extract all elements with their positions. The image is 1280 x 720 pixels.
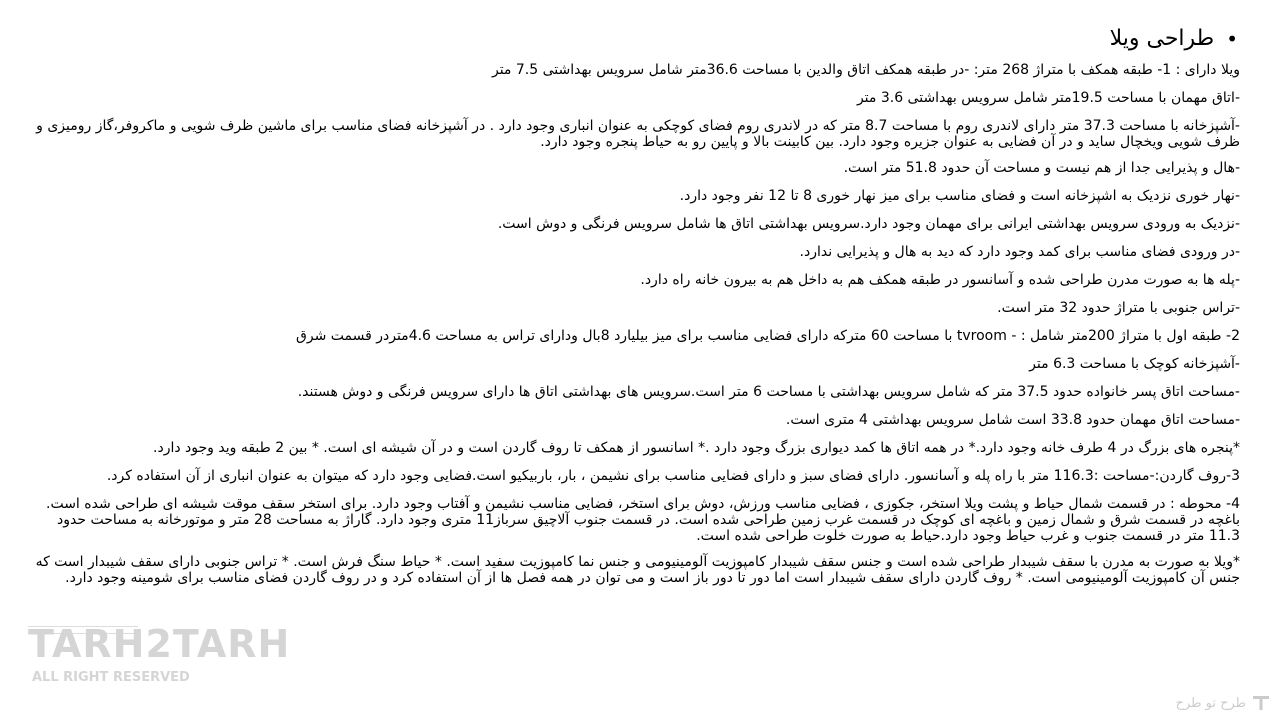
paragraph-small-kitchen: -آشپزخانه کوچک با مساحت 6.3 متر <box>1029 356 1240 372</box>
paragraph-entrance: -در ورودی فضای مناسب برای کمد وجود دارد که دید به هال و پذیرایی ندارد. <box>799 244 1240 260</box>
paragraph-windows: *پنجره های بزرگ در 4 طرف خانه وجود دارد.* در همه اتاق ها کمد دیواری بزرگ وجود دارد .* اسانسور از همکف تا روف گاردن است و در آن شیشه ای است. * بین 2 طبقه وید وجود دارد. <box>153 440 1240 456</box>
watermark-logo <box>28 622 291 692</box>
watermark-brand-text: طرح تو طرح <box>1175 695 1246 711</box>
paragraph-yard: 4- محوطه : در قسمت شمال حیاط و پشت ویلا استخر، جکوزی ، فضایی مناسب ورزش، دوش برای استخر، فضایی مناسب نشیمن و آفتاب وجود دارد. برای استخر سقف موقت شیشه ای طراحی شده است. باغچه در قسمت شرق و شمال زمین و باغچه ای کوچک در قسمت غرب زمین طراحی شده است. در قسمت جنوب آلاچیق سرباز11 متری وجود دارد. گاراژ به مساحت 28 متر و موتورخانه به مساحت حدود 11.3 متر در قسمت جنوب و غرب حیاط وجود دارد.حیاط به صورت خلوت طراحی شده است. <box>46 496 1240 544</box>
paragraph-stairs: -پله ها به صورت مدرن طراحی شده و آسانسور در طبقه همکف هم به داخل هم به بیرون خانه راه دارد. <box>640 272 1240 288</box>
paragraph-ground-floor: ویلا دارای : 1- طبقه همکف با متراژ 268 متر: -در طبقه همکف اتاق والدین با مساحت 36.6متر شامل سرویس بهداشتی 7.5 متر <box>491 62 1240 78</box>
paragraph-son-room: -مساحت اتاق پسر خانواده حدود 37.5 متر که شامل سرویس بهداشتی با مساحت 6 متر است.سرویس های بهداشتی اتاق ها دارای سرویس فرنگی و دوش هستند. <box>297 384 1240 400</box>
paragraph-kitchen: -آشپزخانه با مساحت 37.3 متر دارای لاندری روم با مساحت 8.7 متر که در لاندری روم فضای کوچکی به عنوان انباری وجود دارد . در آشپزخانه فضای مناسب برای ماشین ظرف شویی و ماکروفر،گاز رومیزی و ظرف شویی ویخچال ساید و در آن فضایی به عنوان جزیره وجود دارد. بین کابینت بالا و پایین رو به حیاط پنجره وجود دارد. <box>36 118 1240 150</box>
paragraph-dining: -نهار خوری نزدیک به اشپزخانه است و فضای مناسب برای میز نهار خوری 8 تا 12 نفر وجود دارد. <box>679 188 1240 204</box>
slide-title-row <box>1110 26 1238 51</box>
paragraph-roof-garden: 3-روف گاردن:-مساحت :116.3 متر با راه پله و آسانسور. دارای فضای سبز و دارای فضایی مناسب برای نشیمن ، بار، باربیکیو است.فضایی وجود دارد که میتوان به عنوان انباری از آن استفاده کرد. <box>106 468 1240 484</box>
watermark-brand <box>1176 694 1270 712</box>
paragraph-first-floor: 2- طبقه اول با متراژ 200متر شامل : - tvroom با مساحت 60 مترکه دارای فضایی مناسب برای میز بیلیارد 8بال ودارای تراس به مساحت 4.6متردر قسمت شرق <box>296 328 1240 344</box>
paragraph-bathroom: -نزدیک به ورودی سرویس بهداشتی ایرانی برای مهمان وجود دارد.سرویس بهداشتی اتاق ها شامل سرویس فرنگی و دوش است. <box>497 216 1240 232</box>
title-bullet: • <box>1226 26 1238 51</box>
slide-title: طراحی ویلا <box>1109 26 1215 51</box>
watermark-logo-text: TARH2TARH <box>28 622 291 666</box>
paragraph-south-terrace: -تراس جنوبی با متراژ حدود 32 متر است. <box>997 300 1240 316</box>
watermark-sub-text: ALL RIGHT RESERVED <box>32 670 190 685</box>
paragraph-guest-room-upper: -مساحت اتاق مهمان حدود 33.8 است شامل سرویس بهداشتی 4 متری است. <box>785 412 1240 428</box>
paragraph-guest-room: -اتاق مهمان با مساحت 19.5متر شامل سرویس بهداشتی 3.6 متر <box>856 90 1240 106</box>
paragraph-hall: -هال و پذیرایی جدا از هم نیست و مساحت آن حدود 51.8 متر است. <box>843 160 1240 176</box>
brand-t-icon <box>1252 694 1270 712</box>
slide-body <box>35 62 1240 596</box>
paragraph-roof-material: *ویلا به صورت به مدرن با سقف شیبدار طراحی شده است و جنس سقف شیبدار کامپوزیت آلومینیومی و جنس نما کامپوزیت سفید است. * حیاط سنگ فرش است. * تراس جنوبی دارای سقف شیبدار است که جنس آن کامپوزیت آلومینیومی است. * روف گاردن دارای سقف شیبدار است اما دور تا دور باز است و می توان در همه فصل ها از آن استفاده کرد و در روف گاردن فضای مناسب برای شومینه وجود دارد. <box>35 554 1240 586</box>
